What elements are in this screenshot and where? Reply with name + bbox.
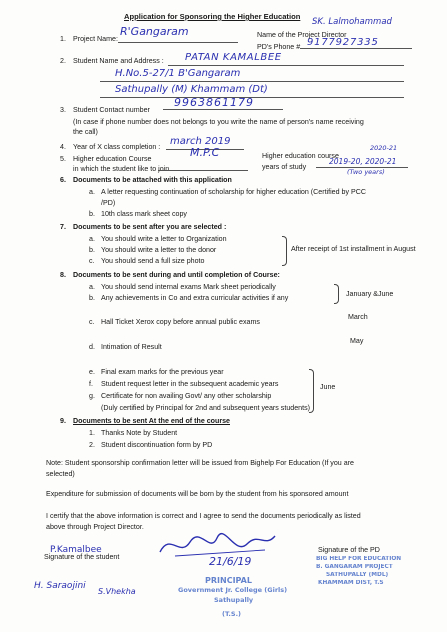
s8-key-g: g. — [89, 392, 95, 400]
s7-key-b: b. — [89, 246, 95, 254]
s7-item-a: You should write a letter to Organization — [101, 235, 227, 243]
pd-stamp-line-1: BIG HELP FOR EDUCATION — [316, 556, 402, 562]
s7-key-c: c. — [89, 257, 95, 265]
director-value: SK. Lalmohammad — [312, 17, 392, 27]
contact-label: Student Contact number — [73, 106, 150, 114]
field-5-num: 5. — [60, 155, 66, 163]
section-8-num: 8. — [60, 271, 66, 279]
years-value-2: 2019-20, 2020-21 — [329, 157, 397, 166]
s8-key-a: a. — [89, 283, 95, 291]
s6-item-a: A letter requesting continuation of scholarship for higher education (Certified by PCC — [101, 188, 366, 196]
years-label-2: years of study — [262, 163, 307, 171]
note-line-1: Note: Student sponsorship confirmation letter will be issued from Bighelp For Education (If you are — [46, 459, 354, 467]
pd-stamp-line-2: B. GANGARAM PROJECT — [316, 564, 393, 570]
s8-item-g: Certificate for non availing Govt/ any other scholarship — [101, 392, 272, 400]
contact-value: 9963861179 — [174, 96, 254, 109]
xclass-value: march 2019 — [170, 136, 231, 147]
principal-stamp-line-2: Government Jr. College (Girls) — [178, 586, 288, 594]
field-1-num: 1. — [60, 35, 66, 43]
xclass-label: Year of X class completion : — [73, 143, 161, 151]
pd-stamp-line-3: SATHUPALLY (MDL) — [326, 572, 389, 578]
s9-key-1: 1. — [89, 429, 95, 437]
s8-item-a: You should send internal exams Mark sheet periodically — [101, 283, 276, 291]
project-name-value: R'Gangaram — [120, 25, 189, 38]
student-name-label: Student Name and Address : — [73, 57, 164, 65]
s7-side-note: After receipt of 1st installment in August — [291, 245, 416, 253]
s8-side-jj: January &June — [346, 290, 394, 298]
s8-item-f: Student request letter in the subsequent academic years — [101, 380, 279, 388]
s8-brace-efg — [309, 369, 314, 413]
section-6-title: Documents to be attached with this application — [73, 176, 232, 184]
student-signature: P.Kamalbee — [50, 545, 102, 555]
section-8-title: Documents to be sent during and until completion of Course: — [73, 271, 280, 279]
form-title: Application for Sponsoring the Higher Education — [124, 12, 301, 21]
field-3-num: 3. — [60, 106, 66, 114]
bottom-signature-1: H. Saraojini — [34, 581, 86, 591]
student-signature-label: Signature of the student — [44, 553, 120, 561]
s8-item-e: Final exam marks for the previous year — [101, 368, 224, 376]
section-9-title: Documents to be sent At the end of the course — [73, 417, 230, 425]
s6-key-b: b. — [89, 210, 95, 218]
course-label-1: Higher education Course — [73, 155, 152, 163]
s6-item-b: 10th class mark sheet copy — [101, 210, 187, 218]
s7-brace — [282, 236, 287, 266]
principal-stamp-line-4: (T.S.) — [222, 610, 242, 618]
bottom-signature-2: S.Vhekha — [98, 587, 136, 596]
years-value-3: (Two years) — [347, 168, 385, 176]
section-9-num: 9. — [60, 417, 66, 425]
note-line-2: selected) — [46, 470, 75, 478]
field-2-num: 2. — [60, 57, 66, 65]
s7-item-b: You should write a letter to the donor — [101, 246, 217, 254]
s8-item-b: Any achievements in Co and extra curricular activities if any — [101, 294, 289, 302]
principal-stamp-line-3: Sathupally — [214, 596, 254, 604]
pd-phone-value: 9177927335 — [307, 37, 379, 48]
s8-side-march: March — [348, 313, 368, 321]
years-value-1: 2020-21 — [370, 144, 398, 152]
s6-key-a: a. — [89, 188, 95, 196]
section-6-num: 6. — [60, 176, 66, 184]
director-label: Name of the Project Director — [257, 31, 347, 39]
s7-key-a: a. — [89, 235, 95, 243]
s8-key-b: b. — [89, 294, 95, 302]
s8-item-c: Hall Ticket Xerox copy before annual public exams — [101, 318, 260, 326]
s8-side-may: May — [350, 337, 364, 345]
expenditure-note: Expenditure for submission of documents will be born by the student from his sponsored amount — [46, 490, 349, 498]
principal-stamp-title: PRINCIPAL — [205, 576, 252, 585]
pd-stamp-line-4: KHAMMAM DIST, T.S — [318, 580, 384, 586]
s7-item-c: You should send a full size photo — [101, 257, 205, 265]
certify-line-1: I certify that the above information is correct and I agree to send the documents periodically as listed — [46, 512, 361, 520]
s8-key-d: d. — [89, 343, 95, 351]
s8-key-e: e. — [89, 368, 95, 376]
s8-key-f: f. — [89, 380, 93, 388]
signature-date: 21/6/19 — [209, 555, 252, 568]
course-value: M.P.C — [190, 146, 220, 159]
student-name-value: PATAN KAMALBEE — [185, 52, 282, 63]
section-7-num: 7. — [60, 223, 66, 231]
s6-item-a-cont: /PD) — [101, 199, 116, 207]
s9-item-2: Student discontinuation form by PD — [101, 441, 213, 449]
student-address-2: Sathupally (M) Khammam (Dt) — [115, 84, 268, 95]
s8-item-d: Intimation of Result — [101, 343, 162, 351]
contact-note-2: the call) — [73, 128, 98, 136]
project-name-label: Project Name: — [73, 35, 118, 43]
course-label-2: in which the student like to join — [73, 165, 170, 173]
pd-signature-label: Signature of the PD — [318, 546, 380, 554]
contact-note-1: (In case if phone number does not belongs to you write the name of person's name receiving — [73, 118, 364, 126]
section-7-title: Documents to be sent after you are selected : — [73, 223, 227, 231]
certify-line-2: above through Project Director. — [46, 523, 144, 531]
s8-side-june: June — [320, 383, 336, 391]
field-4-num: 4. — [60, 143, 66, 151]
s8-key-c: c. — [89, 318, 95, 326]
years-label-1: Higher education course — [262, 152, 339, 160]
s8-brace-ab — [334, 284, 339, 304]
pd-phone-label: PD's Phone # — [257, 43, 301, 51]
s8-item-g-cont: (Duly certified by Principal for 2nd and subsequent years students) — [101, 404, 310, 412]
s9-item-1: Thanks Note by Student — [101, 429, 178, 437]
student-address-1: H.No.5-27/1 B'Gangaram — [115, 68, 241, 79]
s9-key-2: 2. — [89, 441, 95, 449]
